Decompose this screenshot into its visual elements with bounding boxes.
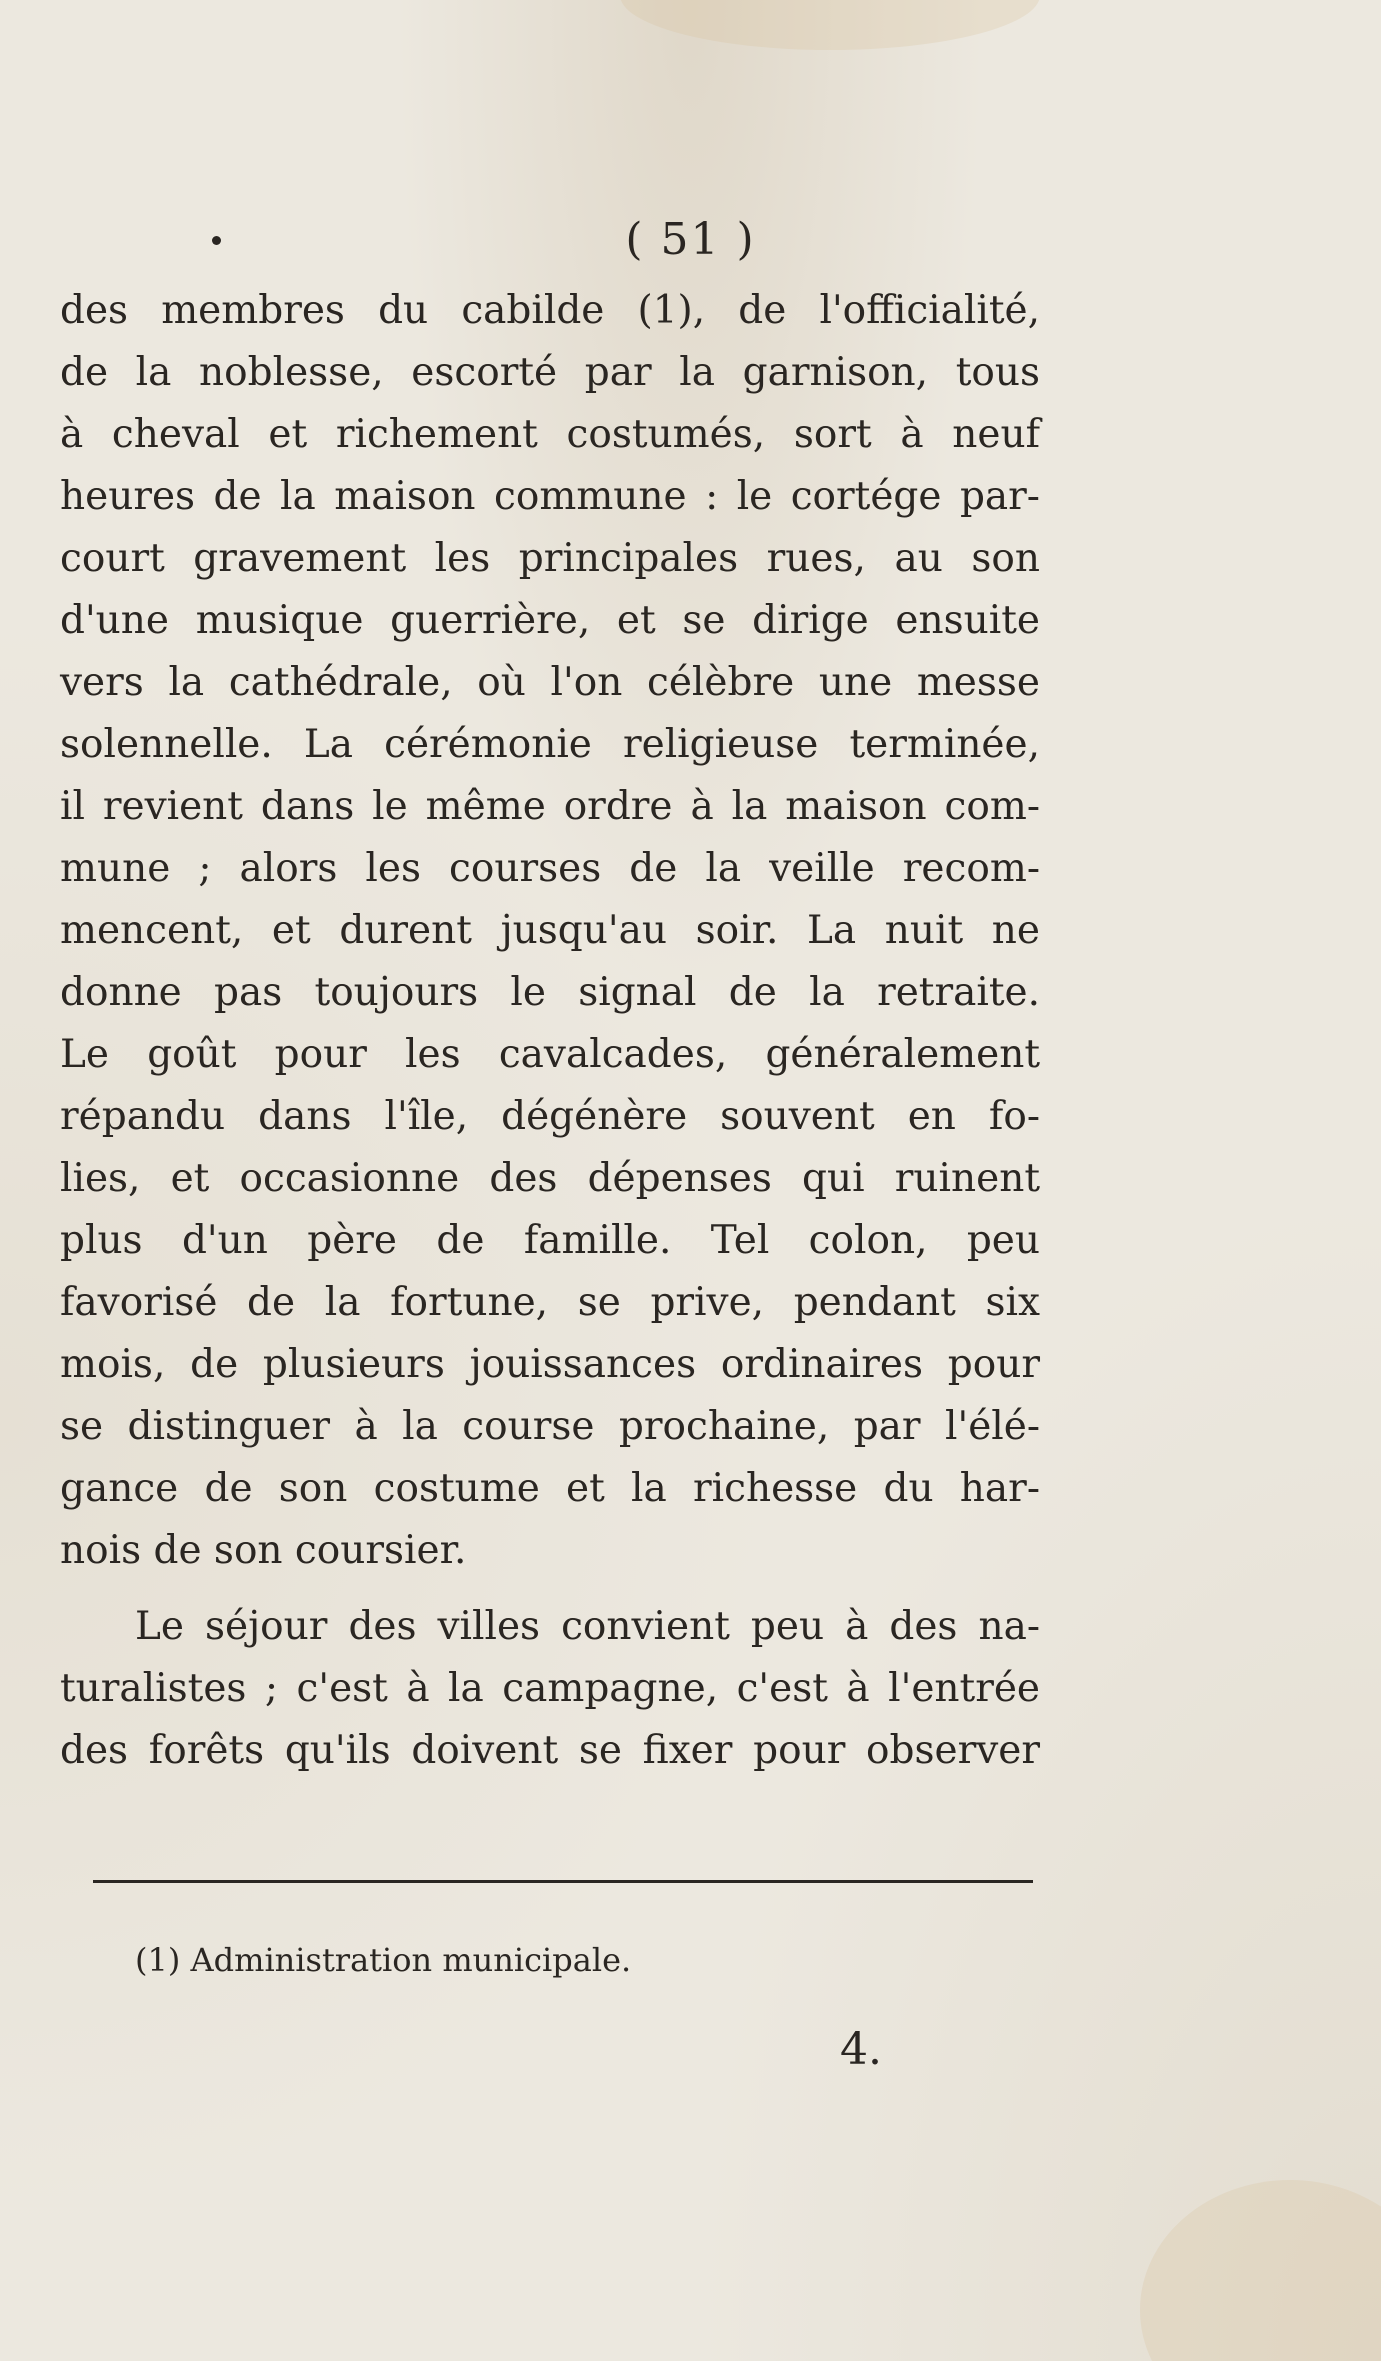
text-line: donne pas toujours le signal de la retraite. [60,970,1040,1015]
text-line: Le séjour des villes convient peu à des na- [135,1604,1040,1649]
text-line: court gravement les principales rues, au son [60,536,1040,581]
text-line: d'une musique guerrière, et se dirige ensuite [60,598,1040,643]
text-line: plus d'un père de famille. Tel colon, peu [60,1218,1040,1263]
body-text [60,280,1040,1782]
text-line: il revient dans le même ordre à la maison com- [60,784,1040,829]
text-line: se distinguer à la course prochaine, par l'élé- [60,1404,1040,1449]
signature-mark: 4. [840,2024,882,2075]
text-line: nois de son coursier. [60,1528,467,1573]
text-line: des membres du cabilde (1), de l'officialité, [60,288,1040,333]
text-line: mencent, et durent jusqu'au soir. La nuit ne [60,908,1040,953]
text-line: heures de la maison commune : le cortége par- [60,474,1040,519]
page-number: ( 51 ) [625,214,756,265]
footnote-rule [93,1880,1033,1883]
text-line: favorisé de la fortune, se prive, pendant six [60,1280,1040,1325]
paper-stain [1140,2180,1381,2361]
text-line: vers la cathédrale, où l'on célèbre une messe [60,660,1040,705]
text-line: répandu dans l'île, dégénère souvent en fo- [60,1094,1040,1139]
text-line: de la noblesse, escorté par la garnison, tous [60,350,1040,395]
text-line: Le goût pour les cavalcades, généralement [60,1032,1040,1077]
text-line: mune ; alors les courses de la veille recom- [60,846,1040,891]
text-line: mois, de plusieurs jouissances ordinaires pour [60,1342,1040,1387]
text-line: gance de son costume et la richesse du har- [60,1466,1040,1511]
text-line: turalistes ; c'est à la campagne, c'est à l'entrée [60,1666,1040,1711]
footnote: (1) Administration municipale. [135,1941,632,1979]
text-line: à cheval et richement costumés, sort à neuf [60,412,1040,457]
text-line: solennelle. La cérémonie religieuse terminée, [60,722,1040,767]
text-line: des forêts qu'ils doivent se fixer pour observer [60,1728,1040,1773]
paper-stain [620,0,1040,50]
text-line: lies, et occasionne des dépenses qui ruinent [60,1156,1040,1201]
